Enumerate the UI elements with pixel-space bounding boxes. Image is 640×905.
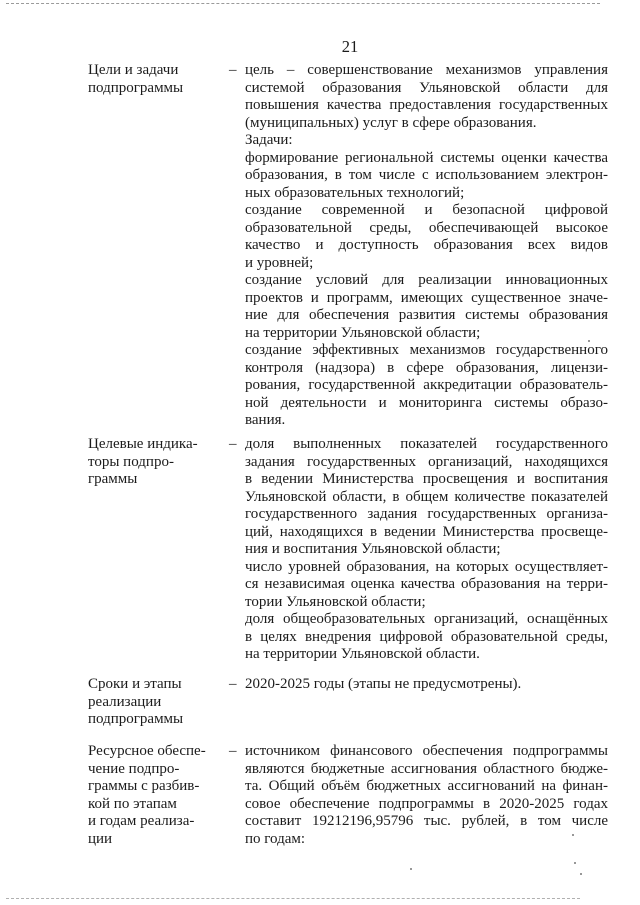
section-label: Целевые индика- торы подпро- граммы [88,436,198,487]
section-label: Ресурсное обеспе- чение подпро- граммы с разбив- кой по этапам и годам реализа- ции [88,743,206,847]
section-label: Цели и задачи подпрограммы [88,62,184,96]
scan-speck [410,868,412,870]
section-label: Сроки и этапы реализации подпрограммы [88,676,184,727]
section-content: 2020-2025 годы (этапы не предусмотрены). [245,676,522,692]
scan-edge-bottom [6,898,580,899]
section-dash: – [229,436,237,452]
section-content: источником финансового обеспечения подпрограммы являются бюджетные ассигнования областного бюдже- та. Общий объём бюджетных ассигнований на финан- совое обеспечение подпрограммы в 2020-2025 годах составит 19212196,95796 тыс. рублей, в том числе по годам: [245,743,608,847]
page-number: 21 [341,37,359,56]
section-dash: – [229,743,237,759]
section-dash: – [229,62,237,78]
scan-speck [572,834,574,836]
section-content: цель – совершенствование механизмов управления системой образования Ульяновской области для повышения качества предоставления государственных (муниципальных) услуг в сфере образования. Задачи: формирование региональной системы оценки качества образования, в том числе с использованием электрон- ных образовательных технологий; создание современной и безопасной цифровой образовательной среды, обеспечивающей высокое качество и доступность образования всех видов и уровней; создание условий для реализации инновационных проектов и программ, имеющих существенное значе- ние для обеспечения развития системы образования на территории Ульяновской области; создание эффективных механизмов государственного контроля (надзора) в сфере образования, лицензи- рования, государственной аккредитации образователь- ной деятельности и мониторинга системы образо- вания. [245,62,608,428]
section-dash: – [229,676,237,692]
scan-speck [588,340,590,342]
scan-speck [580,873,582,875]
scan-edge-top [6,3,600,4]
section-content: доля выполненных показателей государственного задания государственных организаций, находящихся в ведении Министерства просвещения и воспитания Ульяновской области, в общем количестве показателей государственного задания государственных организа- ций, находящихся в ведении Министерства просвеще- ния и воспитания Ульяновской области; число уровней образования, на которых осуществляет- ся независимая оценка качества образования на терри- тории Ульяновской области; доля общеобразовательных организаций, оснащённых в целях внедрения цифровой образовательной среды, на территории Ульяновской области. [245,436,608,662]
scan-speck [574,862,576,864]
